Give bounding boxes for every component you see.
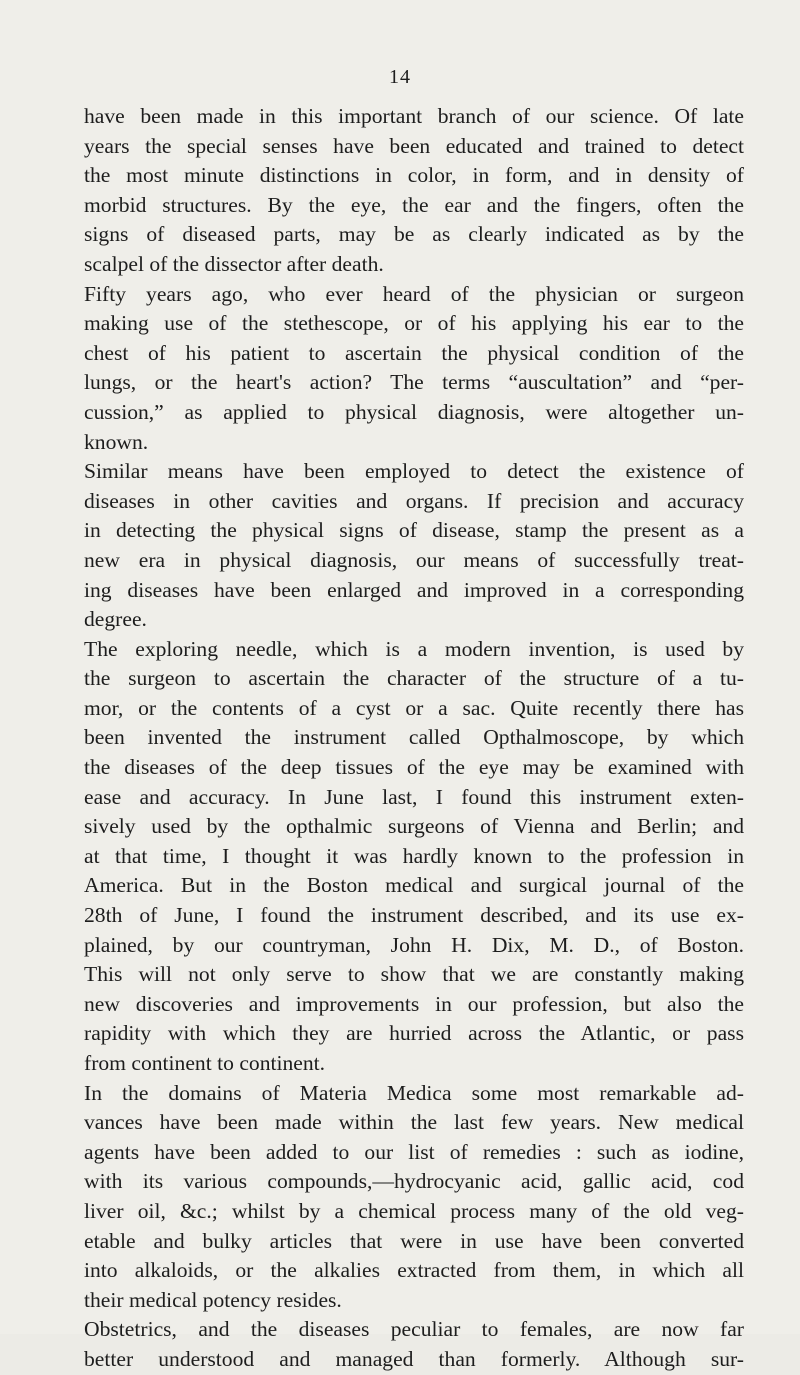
text-line: plained, by our countryman, John H. Dix, M. D., of Boston. <box>84 932 744 957</box>
text-line: the most minute distinctions in color, in form, and in density of <box>84 163 744 188</box>
text-line: vances have been made within the last few years. New medical <box>84 1110 744 1135</box>
text-line: mor, or the contents of a cyst or a sac. Quite recently there has <box>84 695 744 720</box>
text-line: years the special senses have been educated and trained to detect <box>84 133 744 158</box>
text-line: their medical potency resides. <box>84 1287 342 1312</box>
text-line: liver oil, &c.; whilst by a chemical process many of the old veg- <box>84 1198 744 1223</box>
text-line: etable and bulky articles that were in use have been converted <box>84 1228 744 1253</box>
text-line: better understood and managed than formerly. Although sur- <box>84 1346 744 1371</box>
text-line: lungs, or the heart's action? The terms “auscultation” and “per- <box>84 370 744 395</box>
text-line: Obstetrics, and the diseases peculiar to females, are now far <box>84 1317 744 1342</box>
text-line: cussion,” as applied to physical diagnosis, were altogether un- <box>84 399 744 424</box>
text-line: with its various compounds,—hydrocyanic acid, gallic acid, cod <box>84 1169 744 1194</box>
text-line: the surgeon to ascertain the character of the structure of a tu- <box>84 666 744 691</box>
text-line: This will not only serve to show that we are constantly making <box>84 962 744 987</box>
text-line: in detecting the physical signs of disease, stamp the present as a <box>84 518 744 543</box>
text-line: degree. <box>84 607 147 632</box>
text-line: scalpel of the dissector after death. <box>84 251 384 276</box>
text-line: into alkaloids, or the alkalies extracted from them, in which all <box>84 1258 744 1283</box>
text-line: chest of his patient to ascertain the physical condition of the <box>84 340 744 365</box>
text-line: ing diseases have been enlarged and improved in a corresponding <box>84 577 744 602</box>
text-line: diseases in other cavities and organs. If precision and accuracy <box>84 488 744 513</box>
text-line: Similar means have been employed to detect the existence of <box>84 459 744 484</box>
text-line: signs of diseased parts, may be as clearly indicated as by the <box>84 222 744 247</box>
text-line: have been made in this important branch of our science. Of late <box>84 104 744 128</box>
text-line: at that time, I thought it was hardly known to the profession in <box>84 843 744 868</box>
text-line: been invented the instrument called Opthalmoscope, by which <box>84 725 744 750</box>
text-line: from continent to continent. <box>84 1051 326 1075</box>
text-line: agents have been added to our list of remedies : such as iodine, <box>84 1139 744 1164</box>
body-text <box>84 102 744 1375</box>
page-number: 14 <box>389 66 411 88</box>
text-line: The exploring needle, which is a modern invention, is used by <box>84 636 744 661</box>
text-line: In the domains of Materia Medica some most remarkable ad- <box>84 1080 744 1105</box>
text-line: new era in physical diagnosis, our means of successfully treat- <box>84 547 744 572</box>
text-line: known. <box>84 429 149 454</box>
text-line: morbid structures. By the eye, the ear and the fingers, often the <box>84 192 744 217</box>
text-line: Fifty years ago, who ever heard of the physician or surgeon <box>84 281 744 306</box>
text-line: ease and accuracy. In June last, I found this instrument exten- <box>84 784 744 809</box>
text-line: new discoveries and improvements in our profession, but also the <box>84 991 744 1016</box>
text-line: America. But in the Boston medical and surgical journal of the <box>84 873 744 898</box>
text-line: rapidity with which they are hurried across the Atlantic, or pass <box>84 1021 744 1046</box>
text-line: making use of the stethescope, or of his applying his ear to the <box>84 311 744 336</box>
text-line: the diseases of the deep tissues of the eye may be examined with <box>84 755 744 780</box>
text-line: sively used by the opthalmic surgeons of Vienna and Berlin; and <box>84 814 744 839</box>
text-line: 28th of June, I found the instrument described, and its use ex- <box>84 903 744 928</box>
